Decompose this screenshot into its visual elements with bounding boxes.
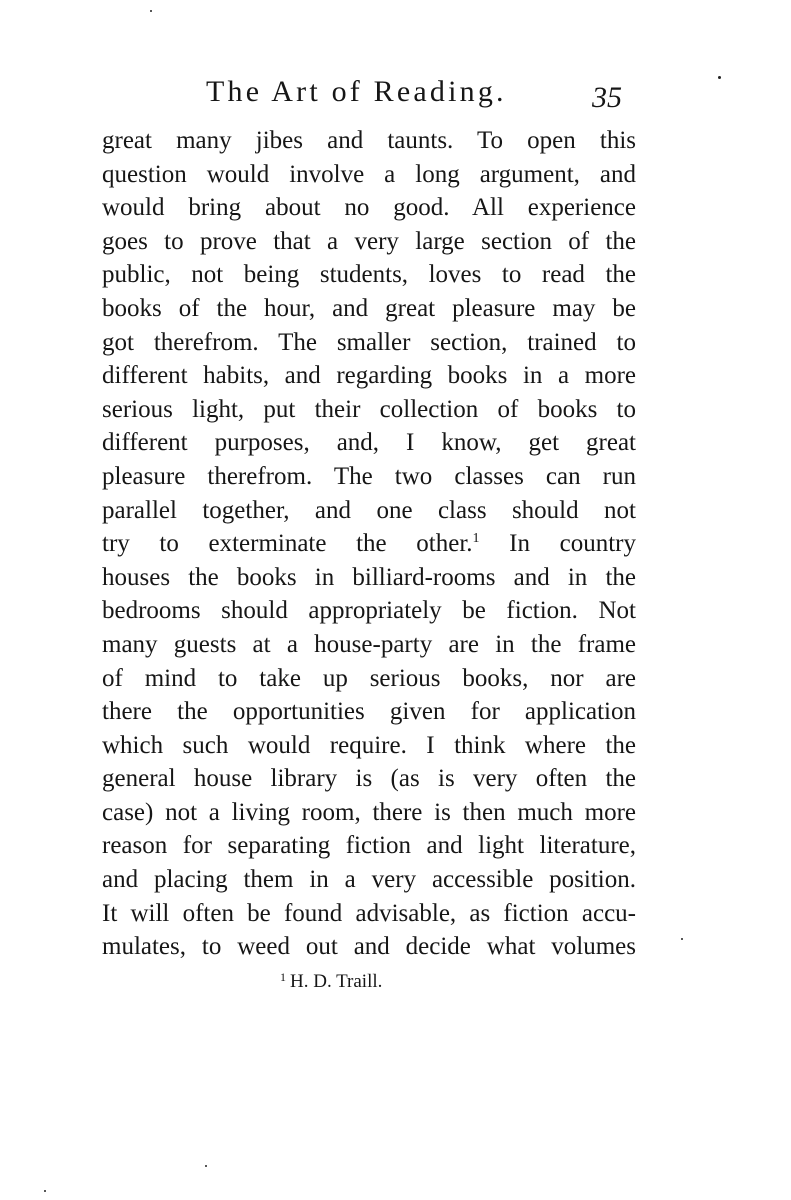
- scan-speck: [205, 1165, 207, 1167]
- scan-speck: [44, 1190, 46, 1192]
- scan-speck: [681, 938, 683, 940]
- text-line: general house library is (as is very often the: [102, 765, 636, 793]
- text-line-with-footnote: [102, 527, 636, 561]
- text-line: bedrooms should appropriately be fiction. Not: [102, 597, 636, 625]
- text-line: would bring about no good. All experience: [102, 194, 636, 222]
- text-line: which such would require. I think where the: [102, 731, 636, 759]
- text-line: parallel together, and one class should not: [102, 496, 636, 524]
- text-line: It will often be found advisable, as fiction accu-: [102, 899, 636, 927]
- text-segment: try to exterminate the other.: [102, 530, 473, 558]
- text-line: of mind to take up serious books, nor are: [102, 664, 636, 692]
- footnote-text: H. D. Traill.: [290, 971, 383, 992]
- text-line: houses the books in billiard-rooms and in the: [102, 563, 636, 591]
- text-line: pleasure therefrom. The two classes can run: [102, 462, 636, 490]
- text-line: got therefrom. The smaller section, trained to: [102, 328, 636, 356]
- text-line: and placing them in a very accessible position.: [102, 866, 636, 894]
- running-head: [0, 72, 791, 112]
- scan-speck: [150, 10, 152, 12]
- text-line: mulates, to weed out and decide what volumes: [102, 933, 636, 961]
- footnote-reference: 1: [472, 531, 480, 547]
- text-line: public, not being students, loves to read the: [102, 261, 636, 289]
- text-line: question would involve a long argument, and: [102, 160, 636, 188]
- page-number: 35: [592, 81, 622, 114]
- text-segment: In country: [509, 530, 636, 558]
- text-line: different purposes, and, I know, get great: [102, 429, 636, 457]
- text-line: goes to prove that a very large section of the: [102, 227, 636, 255]
- text-line: there the opportunities given for application: [102, 698, 636, 726]
- text-line: case) not a living room, there is then much more: [102, 798, 636, 826]
- text-line: books of the hour, and great pleasure may be: [102, 294, 636, 322]
- scan-speck: [718, 76, 721, 79]
- footnote: [280, 970, 382, 994]
- footnote-mark: 1: [280, 970, 286, 984]
- text-line: reason for separating fiction and light literature,: [102, 832, 636, 860]
- running-title: The Art of Reading.: [206, 75, 507, 108]
- text-line: great many jibes and taunts. To open this: [102, 127, 636, 154]
- text-line: different habits, and regarding books in a more: [102, 362, 636, 390]
- body-text: [102, 124, 636, 964]
- text-line: serious light, put their collection of books to: [102, 395, 636, 423]
- text-line: many guests at a house-party are in the frame: [102, 630, 636, 658]
